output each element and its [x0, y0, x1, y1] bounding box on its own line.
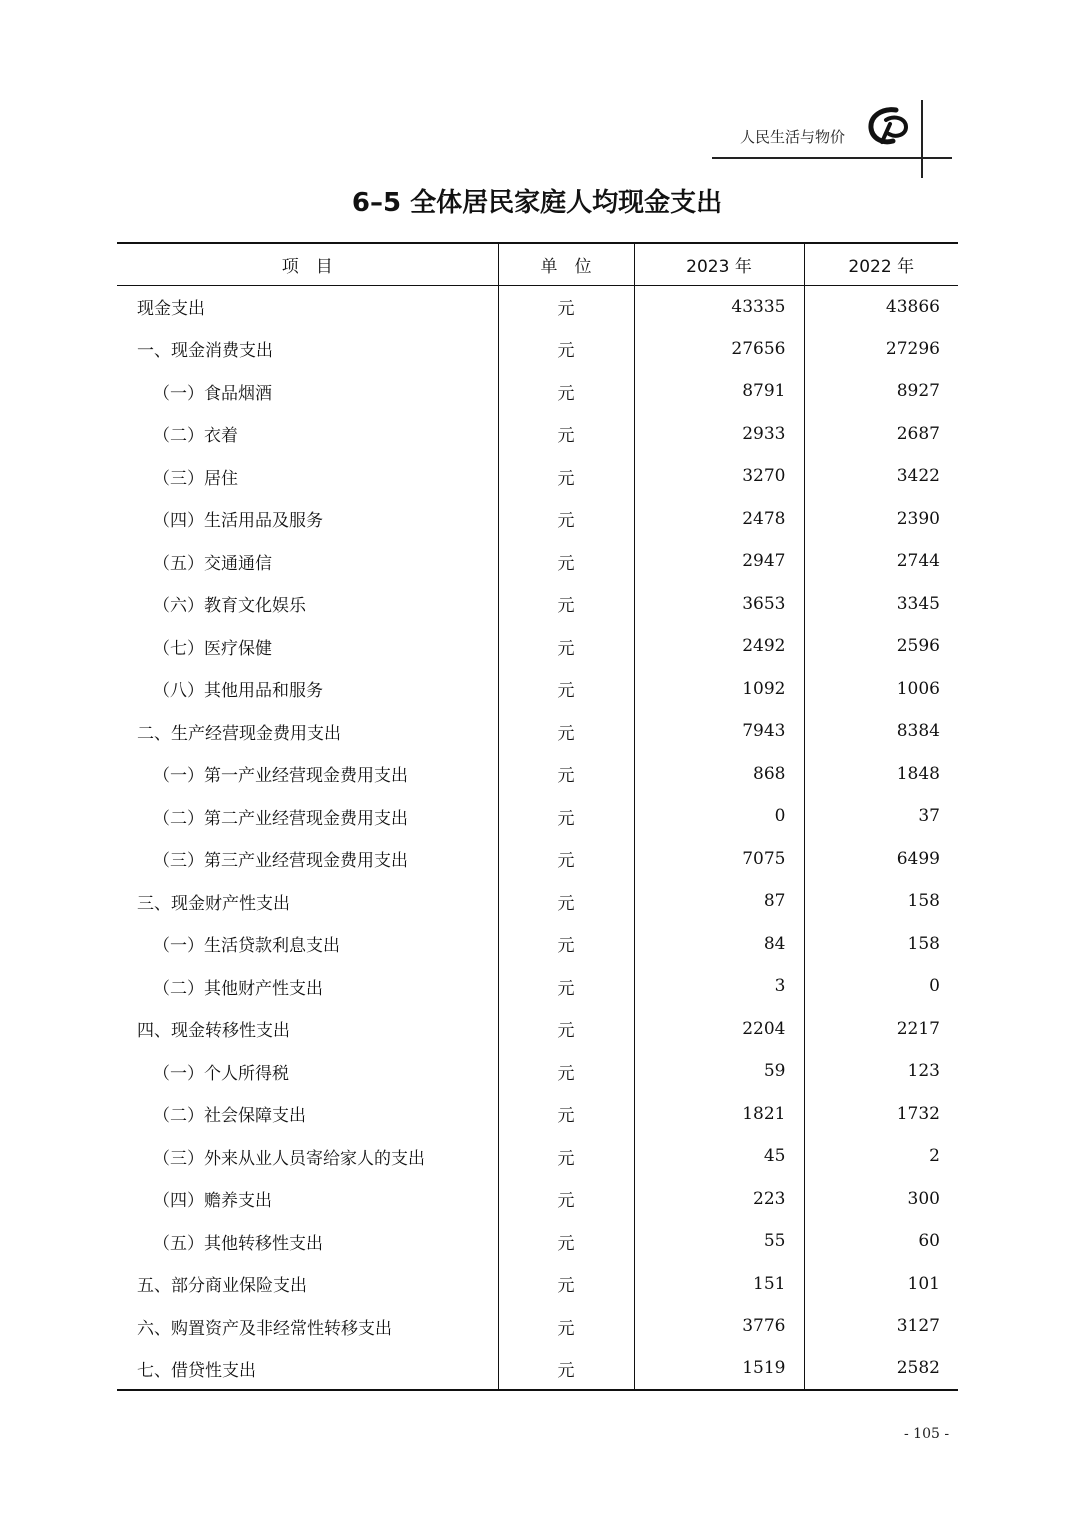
row-value-2022: 2582 [804, 1348, 958, 1391]
row-unit: 元 [498, 455, 634, 498]
row-item-label: 七、借贷性支出 [117, 1348, 498, 1391]
row-item-label: （四）生活用品及服务 [117, 498, 498, 541]
running-head-title: 人民生活与物价 [740, 128, 846, 146]
row-value-2023: 1821 [634, 1093, 804, 1136]
row-item-label: （一）个人所得税 [117, 1050, 498, 1093]
row-value-2022: 300 [907, 1188, 940, 1209]
row-value-2022: 2 [929, 1146, 940, 1167]
row-item-label: （二）其他财产性支出 [117, 965, 498, 1008]
table-row [117, 1008, 958, 1051]
table-row [117, 795, 958, 838]
row-item-label: 现金支出 [117, 285, 498, 328]
row-item-label: （四）赡养支出 [117, 1178, 498, 1221]
row-item-label: （六）教育文化娱乐 [117, 583, 498, 626]
row-item-label: （三）居住 [117, 455, 498, 498]
header-item: 项 目 [117, 243, 498, 285]
row-item-label: （七）医疗保健 [117, 625, 498, 668]
row-unit: 元 [498, 1093, 634, 1136]
row-item-label: （三）外来从业人员寄给家人的支出 [117, 1135, 498, 1178]
table-row [117, 455, 958, 498]
row-unit: 元 [498, 1305, 634, 1348]
row-unit: 元 [498, 413, 634, 456]
row-unit: 元 [498, 498, 634, 541]
row-value-2022: 60 [918, 1231, 940, 1252]
row-item-label: 二、生产经营现金费用支出 [117, 710, 498, 753]
row-unit: 元 [498, 668, 634, 711]
row-value-2023: 3653 [634, 583, 804, 626]
row-value-2022: 1006 [896, 678, 940, 699]
row-value-2022: 6499 [896, 848, 940, 869]
header-2023: 2023 年 [634, 243, 804, 285]
row-unit: 元 [498, 1135, 634, 1178]
row-unit: 元 [498, 923, 634, 966]
row-value-2023: 27656 [634, 328, 804, 371]
row-unit: 元 [498, 1178, 634, 1221]
row-unit: 元 [498, 540, 634, 583]
row-item-label: （五）其他转移性支出 [117, 1220, 498, 1263]
row-value-2023: 151 [634, 1263, 804, 1306]
row-unit: 元 [498, 625, 634, 668]
row-unit: 元 [498, 1263, 634, 1306]
row-value-2022: 3345 [896, 593, 940, 614]
row-item-label: （八）其他用品和服务 [117, 668, 498, 711]
table-row [117, 1220, 958, 1263]
row-value-2023: 43335 [634, 285, 804, 328]
row-value-2023: 2933 [634, 413, 804, 456]
row-value-2023: 3 [634, 965, 804, 1008]
row-value-2023: 45 [634, 1135, 804, 1178]
row-item-label: （二）衣着 [117, 413, 498, 456]
header-horizontal-rule [712, 157, 952, 159]
row-unit: 元 [498, 370, 634, 413]
row-item-label: 三、现金财产性支出 [117, 880, 498, 923]
table-row [117, 1093, 958, 1136]
row-item-label: 一、现金消费支出 [117, 328, 498, 371]
row-value-2022: 2744 [896, 551, 940, 572]
table-row [117, 540, 958, 583]
row-unit: 元 [498, 328, 634, 371]
table-row [117, 370, 958, 413]
row-value-2022: 101 [907, 1273, 940, 1294]
row-value-2022: 27296 [885, 338, 940, 359]
row-value-2022: 37 [918, 806, 940, 827]
row-value-2023: 2204 [634, 1008, 804, 1051]
row-item-label: （三）第三产业经营现金费用支出 [117, 838, 498, 881]
row-item-label: 六、购置资产及非经常性转移支出 [117, 1305, 498, 1348]
row-item-label: 四、现金转移性支出 [117, 1008, 498, 1051]
page-number: - 105 - [904, 1426, 950, 1442]
row-value-2022: 2217 [896, 1018, 940, 1039]
row-item-label: （五）交通通信 [117, 540, 498, 583]
table-row [117, 1305, 958, 1348]
row-value-2022: 2596 [896, 636, 940, 657]
table-row [117, 965, 958, 1008]
row-value-2023: 3270 [634, 455, 804, 498]
stats-logo-icon [866, 104, 912, 148]
row-unit: 元 [498, 1220, 634, 1263]
row-value-2023: 223 [634, 1178, 804, 1221]
row-unit: 元 [498, 838, 634, 881]
table-row [117, 285, 958, 328]
row-value-2023: 0 [634, 795, 804, 838]
table-row [117, 498, 958, 541]
table-row [117, 668, 958, 711]
row-value-2023: 2947 [634, 540, 804, 583]
row-value-2022: 123 [907, 1061, 940, 1082]
table-row [117, 1263, 958, 1306]
row-value-2023: 7943 [634, 710, 804, 753]
table-row [117, 753, 958, 796]
row-value-2022: 2687 [896, 423, 940, 444]
table-row [117, 1135, 958, 1178]
row-unit: 元 [498, 795, 634, 838]
table-row [117, 1348, 958, 1391]
row-value-2023: 7075 [634, 838, 804, 881]
row-value-2023: 1519 [634, 1348, 804, 1391]
row-unit: 元 [498, 710, 634, 753]
row-unit: 元 [498, 285, 634, 328]
row-value-2022: 1732 [896, 1103, 940, 1124]
row-item-label: 五、部分商业保险支出 [117, 1263, 498, 1306]
row-unit: 元 [498, 1008, 634, 1051]
row-value-2023: 1092 [634, 668, 804, 711]
table-row [117, 710, 958, 753]
row-value-2023: 868 [634, 753, 804, 796]
row-item-label: （一）食品烟酒 [117, 370, 498, 413]
row-value-2022: 0 [929, 976, 940, 997]
header-vertical-rule [921, 100, 923, 178]
row-value-2023: 8791 [634, 370, 804, 413]
row-value-2022: 3127 [896, 1316, 940, 1337]
row-item-label: （一）第一产业经营现金费用支出 [117, 753, 498, 796]
table-title: 6–5 全体居民家庭人均现金支出 [351, 188, 723, 218]
table-row [117, 625, 958, 668]
row-value-2022: 8384 [896, 721, 940, 742]
row-value-2022: 158 [907, 933, 940, 954]
row-value-2023: 2492 [634, 625, 804, 668]
row-value-2022: 158 [907, 891, 940, 912]
row-value-2022: 3422 [896, 466, 940, 487]
table-row [117, 328, 958, 371]
row-value-2023: 84 [634, 923, 804, 966]
row-unit: 元 [498, 753, 634, 796]
table-row [117, 838, 958, 881]
row-unit: 元 [498, 965, 634, 1008]
row-item-label: （二）第二产业经营现金费用支出 [117, 795, 498, 838]
table-header-row [117, 243, 958, 285]
header-2022: 2022 年 [804, 243, 958, 285]
row-item-label: （二）社会保障支出 [117, 1093, 498, 1136]
row-value-2023: 2478 [634, 498, 804, 541]
row-value-2023: 3776 [634, 1305, 804, 1348]
table-row [117, 880, 958, 923]
row-value-2023: 55 [634, 1220, 804, 1263]
row-value-2022: 43866 [885, 296, 940, 317]
row-value-2023: 87 [634, 880, 804, 923]
row-item-label: （一）生活贷款利息支出 [117, 923, 498, 966]
row-value-2022: 2390 [896, 508, 940, 529]
row-value-2023: 59 [634, 1050, 804, 1093]
table-row [117, 413, 958, 456]
row-value-2022: 8927 [896, 381, 940, 402]
table-row [117, 1050, 958, 1093]
row-unit: 元 [498, 583, 634, 626]
row-unit: 元 [498, 1050, 634, 1093]
table-row [117, 1178, 958, 1221]
header-unit: 单 位 [498, 243, 634, 285]
table-row [117, 583, 958, 626]
row-unit: 元 [498, 880, 634, 923]
row-unit: 元 [498, 1348, 634, 1391]
row-value-2022: 1848 [896, 763, 940, 784]
expenditure-table [117, 242, 958, 1391]
table-row [117, 923, 958, 966]
